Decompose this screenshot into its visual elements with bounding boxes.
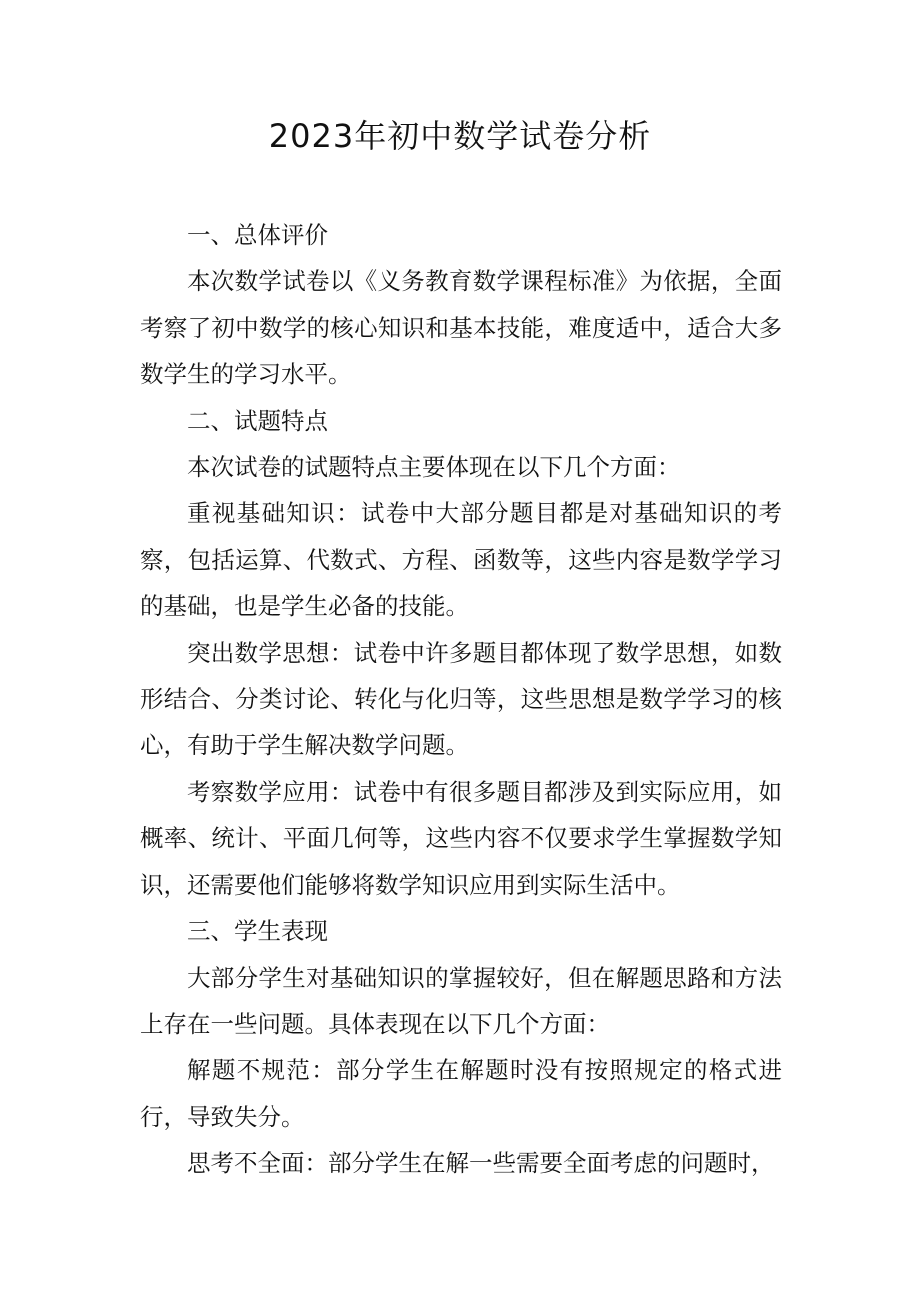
paragraph-basic-knowledge: 重视基础知识：试卷中大部分题目都是对基础知识的考察，包括运算、代数式、方程、函数等，这些内容是数学学习的基础，也是学生必备的技能。 [140,499,782,621]
paragraph-math-thinking: 突出数学思想：试卷中许多题目都体现了数学思想，如数形结合、分类讨论、转化与化归等，这些思想是数学学习的核心，有助于学生解决数学问题。 [140,638,782,760]
section-heading-question-features: 二、试题特点 [187,406,328,435]
document-body [140,212,782,1187]
paragraph-nonstandard-solutions: 解题不规范：部分学生在解题时没有按照规定的格式进行，导致失分。 [140,1056,782,1131]
paragraph-features-intro: 本次试卷的试题特点主要体现在以下几个方面： [187,453,681,482]
section-heading-student-performance: 三、学生表现 [187,917,328,946]
paragraph-performance-intro: 大部分学生对基础知识的掌握较好，但在解题思路和方法上存在一些问题。具体表现在以下几个方面： [140,963,782,1038]
section-heading-overall-evaluation: 一、总体评价 [187,221,328,249]
document-title: 2023年初中数学试卷分析 [268,117,652,155]
paragraph-math-application: 考察数学应用：试卷中有很多题目都涉及到实际应用，如概率、统计、平面几何等，这些内容不仅要求学生掌握数学知识，还需要他们能够将数学知识应用到实际生活中。 [140,777,782,899]
paragraph-incomplete-thinking: 思考不全面：部分学生在解一些需要全面考虑的问题时， [187,1149,775,1178]
paragraph-overall-evaluation: 本次数学试卷以《义务教育数学课程标准》为依据，全面考察了初中数学的核心知识和基本技能，难度适中，适合大多数学生的学习水平。 [140,267,782,389]
